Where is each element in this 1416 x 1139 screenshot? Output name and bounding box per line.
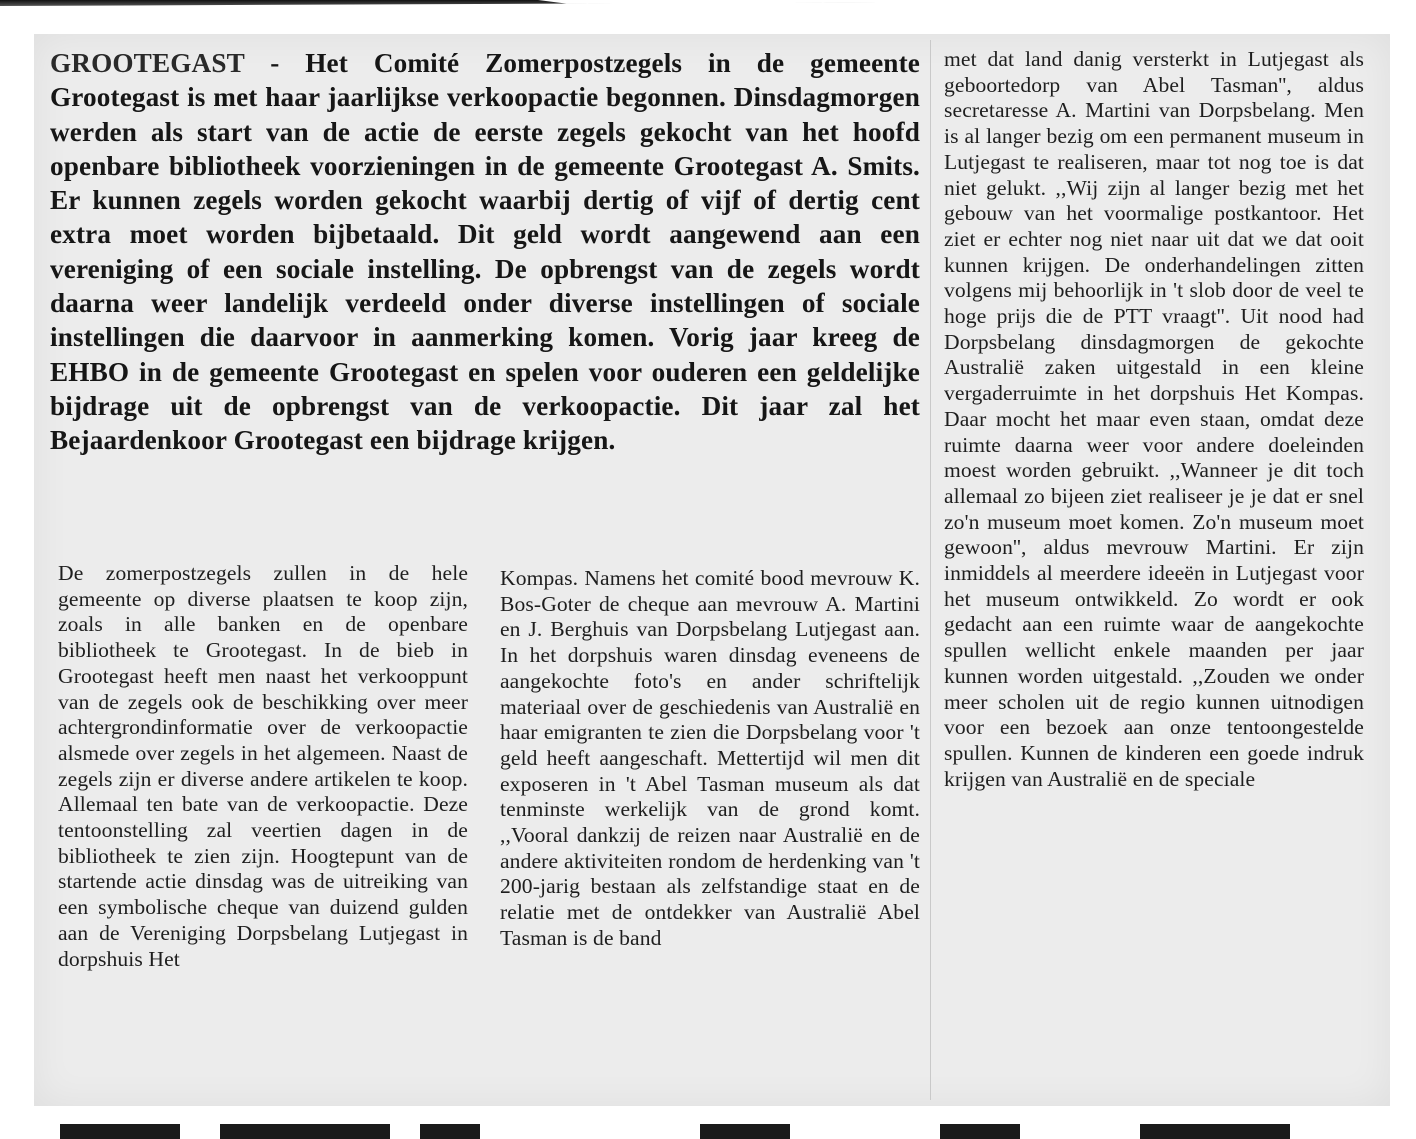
torn-fragment bbox=[220, 1124, 390, 1139]
lead-text: - Het Comité Zomerpostzegels in de gemeente Grootegast is met haar jaarlijkse verkoopactie begonnen. Dinsdagmorgen werden als start van de actie de eerste zegels gekocht van het hoofd openbare bibliotheek voorzieningen in de gemeente Grootegast A. Smits. Er kunnen zegels worden gekocht waarbij dertig of vijf of dertig cent extra moet worden bijbetaald. Dit geld wordt aangewend aan een vereniging of een sociale instelling. De opbrengst van de zegels wordt daarna weer landelijk verdeeld onder diverse instellingen of sociale instellingen die daarvoor in aanmerking komen. Vorig jaar kreeg de EHBO in de gemeente Grootegast en spelen voor ouderen een geldelijke bijdrage uit de opbrengst van de verkoopactie. Dit jaar zal het Bejaardenkoor Grootegast een bijdrage krijgen. bbox=[50, 48, 920, 456]
torn-fragment bbox=[1140, 1124, 1290, 1139]
body-column-3: met dat land danig versterkt in Lutjegast als geboortedorp van Abel Tasman'', aldus secretaresse A. Martini van Dorpsbelang. Men is al langer bezig om een permanent museum in Lutjegast te realiseren, maar tot nog toe is dat niet gelukt. ,,Wij zijn al langer bezig met het gebouw van het voormalige postkantoor. Het ziet er echter nog niet naar uit dat we dat ooit kunnen krijgen. De onderhandelingen zitten volgens mij behoorlijk in 't slob door de veel te hoge prijs die de PTT vraagt''. Uit nood had Dorpsbelang dinsdagmorgen de gekochte Australië zaken uitgestald in een kleine vergaderruimte in het dorpshuis Het Kompas. Daar mocht het maar even staan, omdat deze ruimte daarna weer voor andere doeleinden moest worden gebruikt. ,,Wanneer je dit toch allemaal zo bijeen ziet realiseer je je dat er snel zo'n museum moet komen. Zo'n museum moet gewoon'', aldus mevrouw Martini. Er zijn inmiddels al meerdere ideeën in Lutjegast voor het museum ontwikkeld. Zo wordt er ook gedacht aan een ruimte waar de aangekochte spullen wellicht enkele maanden per jaar kunnen worden uitgestald. ,,Zouden we onder meer scholen uit de regio kunnen uitnodigen voor een bezoek aan onze tentoongestelde spullen. Kunnen de kinderen een goede indruk krijgen van Australië en de speciale bbox=[944, 47, 1364, 791]
torn-fragment bbox=[940, 1124, 1020, 1139]
body-column-2: Kompas. Namens het comité bood mevrouw K. Bos-Goter de cheque aan mevrouw A. Martini en J. Berghuis van Dorpsbelang Lutjegast aan. In het dorpshuis waren dinsdag eveneens de aangekochte foto's en ander schriftelijk materiaal over de geschiedenis van Australië en haar emigranten te zien die Dorpsbelang voor 't geld heeft aangeschaft. Mettertijd wil men dit exposeren in 't Abel Tasman museum als dat tenminste werkelijk van de grond komt. ,,Vooral dankzij de reizen naar Australië en de andere aktiviteiten rondom de herdenking van 't 200-jarig bestaan als zelfstandige staat en de relatie met de ontdekker van Australië Abel Tasman is de band bbox=[500, 566, 920, 950]
lead-paragraph bbox=[50, 46, 920, 458]
torn-fragment bbox=[420, 1124, 480, 1139]
dateline: GROOTEGAST bbox=[50, 48, 245, 78]
torn-fragment bbox=[60, 1124, 180, 1139]
column-divider bbox=[930, 40, 931, 1100]
torn-fragment bbox=[700, 1124, 790, 1139]
body-column-1: De zomerpostzegels zullen in de hele gemeente op diverse plaatsen te koop zijn, zoals in alle banken en de openbare bibliotheek te Grootegast. In de bieb in Grootegast heeft men naast het verkooppunt van de zegels ook de beschikking over meer achtergrondinformatie over de verkoopactie alsmede over zegels in het algemeen. Naast de zegels zijn er diverse andere artikelen te koop. Allemaal ten bate van de verkoopactie. Deze tentoonstelling zal veertien dagen in de bibliotheek te zien zijn. Hoogtepunt van de startende actie dinsdag was de uitreiking van een symbolische cheque van duizend gulden aan de Vereniging Dorpsbelang Lutjegast in dorpshuis Het bbox=[58, 561, 468, 971]
scan-edge-bottom bbox=[40, 1118, 1390, 1139]
scan-edge-top bbox=[0, 0, 1416, 6]
